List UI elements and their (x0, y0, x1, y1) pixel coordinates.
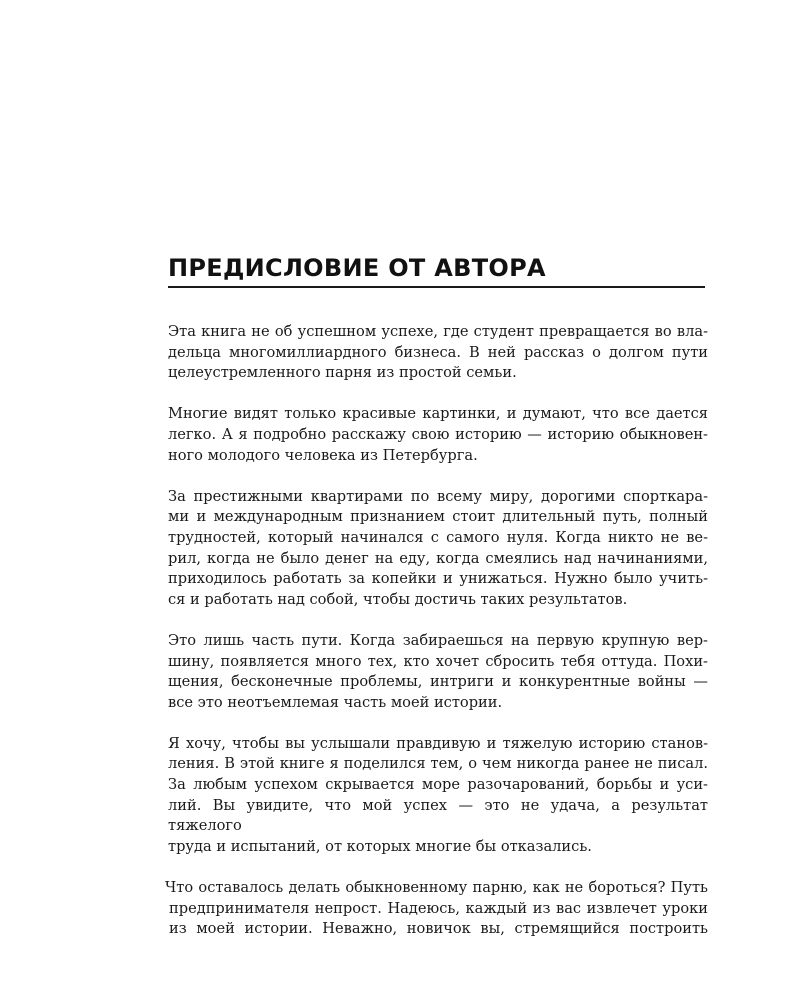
text-line: ми и международным признанием стоит длительный путь, полный (168, 508, 708, 526)
text-line: рил, когда не было денег на еду, когда смеялись над начинаниями, (168, 549, 708, 567)
text-line: целеустремленного парня из простой семьи. (168, 364, 517, 382)
paragraph-6 (165, 878, 708, 940)
text-line: лий. Вы увидите, что мой успех — это не удача, а результат тяжелого (168, 796, 708, 835)
paragraph-3 (168, 487, 708, 611)
text-line: предпринимателя непрост. Надеюсь, каждый из вас извлечет уроки (169, 899, 708, 917)
paragraph-2 (168, 404, 708, 466)
text-line: легко. А я подробно расскажу свою историю — историю обыкновен- (168, 425, 708, 443)
preface-body (165, 322, 708, 960)
text-line: ного молодого человека из Петербурга. (168, 446, 478, 464)
text-line: За престижными квартирами по всему миру, дорогими спорткара- (168, 487, 708, 505)
paragraph-4 (168, 631, 708, 713)
text-line: шину, появляется много тех, кто хочет сбросить тебя оттуда. Похи- (168, 652, 708, 670)
text-line: трудностей, который начинался с самого нуля. Когда никто не ве- (168, 528, 708, 546)
text-line: Это лишь часть пути. Когда забираешься на первую крупную вер- (168, 631, 708, 649)
text-line: Многие видят только красивые картинки, и думают, что все дается (168, 405, 708, 423)
text-line: приходилось работать за копейки и унижаться. Нужно было учить- (168, 570, 708, 588)
text-line: все это неотъемлемая часть моей истории. (168, 693, 503, 711)
text-line: За любым успехом скрывается море разочарований, борьбы и уси- (168, 776, 708, 794)
paragraph-5 (168, 734, 708, 858)
text-line: Что оставалось делать обыкновенному парню, как не бороться? Путь (165, 879, 708, 897)
text-line: ся и работать над собой, чтобы достичь таких результатов. (168, 590, 628, 608)
text-line: щения, бесконечные проблемы, интриги и конкурентные войны — (168, 673, 708, 691)
chapter-heading: ПРЕДИСЛОВИЕ ОТ АВТОРА (168, 254, 546, 282)
text-line: из моей истории. Неважно, новичок вы, стремящийся построить (169, 920, 708, 938)
paragraph-1 (168, 322, 708, 384)
text-line: ления. В этой книге я поделился тем, о чем никогда ранее не писал. (168, 755, 708, 773)
text-line: дельца многомиллиардного бизнеса. В ней рассказ о долгом пути (168, 343, 708, 361)
text-line: Я хочу, чтобы вы услышали правдивую и тяжелую историю станов- (168, 734, 708, 752)
heading-underline (168, 286, 705, 288)
text-line: труда и испытаний, от которых многие бы отказались. (168, 837, 592, 855)
text-line: Эта книга не об успешном успехе, где студент превращается во вла- (168, 323, 708, 340)
